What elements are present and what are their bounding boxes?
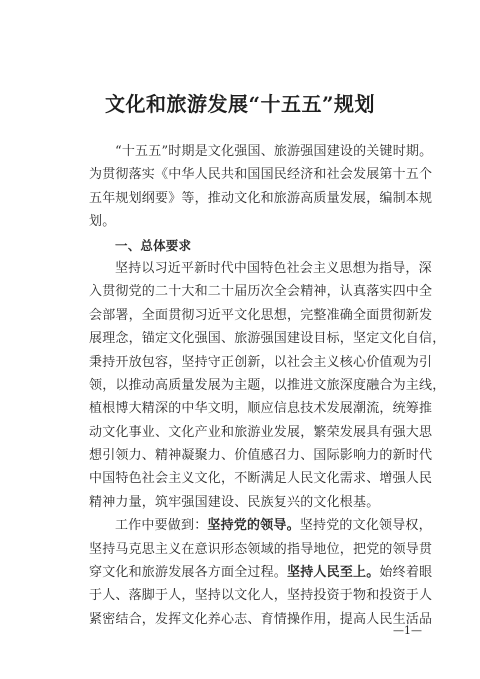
paragraph-line: 精神力量，筑牢强国建设、民族复兴的文化根基。 (89, 494, 380, 510)
paragraph-line: 秉持开放包容，坚持守正创新，以社会主义核心价值观为引 (89, 354, 433, 370)
text-run: 穿文化和旅游发展各方面全过程。 (89, 565, 288, 581)
paragraph-line: 五年规划纲要》等，推动文化和旅游高质量发展，编制本规 (89, 190, 433, 206)
paragraph-line: 为贯彻落实《中华人民共和国国民经济和社会发展第十五个 (89, 167, 433, 183)
page-number: —1— (393, 624, 422, 637)
paragraph-line: 于人、落脚于人，坚持以文化人，坚持投资于物和投资于人 (89, 588, 433, 604)
bold-phrase: 坚持人民至上。 (287, 565, 380, 581)
paragraph-line (89, 561, 433, 584)
page-title: 文化和旅游发展“十五五”规划 (104, 92, 375, 116)
paragraph-line (89, 257, 432, 280)
text-run: 坚持党的文化领导权， (299, 518, 432, 534)
paragraph-line: 入贯彻党的二十大和二十届历次全会精神，认真落实四中全 (89, 284, 433, 300)
text-run: 工作中要做到： (115, 518, 208, 534)
text-run: 一、总体要求 (115, 237, 192, 253)
paragraph-line: 划。 (89, 214, 116, 230)
paragraph-line (89, 140, 433, 163)
paragraph-line: 紧密结合，发挥文化养心志、育情操作用，提高人民生活品 (89, 611, 433, 627)
text-run: 坚持以习近平新时代中国特色社会主义思想为指导，深 (115, 260, 432, 276)
paragraph-line: 中国特色社会主义文化，不断满足人民文化需求、增强人民 (89, 471, 433, 487)
document-body (89, 140, 446, 631)
paragraph-line: 会部署，全面贯彻习近平文化思想，完整准确全面贯彻新发 (89, 307, 433, 323)
paragraph-line: 领，以推动高质量发展为主题，以推进文旅深度融合为主线， (89, 377, 446, 393)
section-heading (89, 234, 417, 257)
paragraph-line: 植根博大精深的中华文明，顺应信息技术发展潮流，统筹推 (89, 401, 433, 417)
paragraph-line (89, 514, 432, 537)
text-run: “十五五”时期是文化强国、旅游强国建设的关键时期。 (115, 144, 433, 159)
paragraph-line: 想引领力、精神凝聚力、价值感召力、国际影响力的新时代 (89, 448, 433, 464)
paragraph-line: 展理念，锚定文化强国、旅游强国建设目标，坚定文化自信， (89, 331, 446, 347)
paragraph-line: 坚持马克思主义在意识形态领域的指导地位，把党的领导贯 (89, 541, 433, 557)
text-run: 始终着眼 (379, 565, 433, 581)
paragraph-line: 动文化事业、文化产业和旅游业发展，繁荣发展具有强大思 (89, 424, 433, 440)
bold-phrase: 坚持党的领导。 (207, 518, 300, 534)
